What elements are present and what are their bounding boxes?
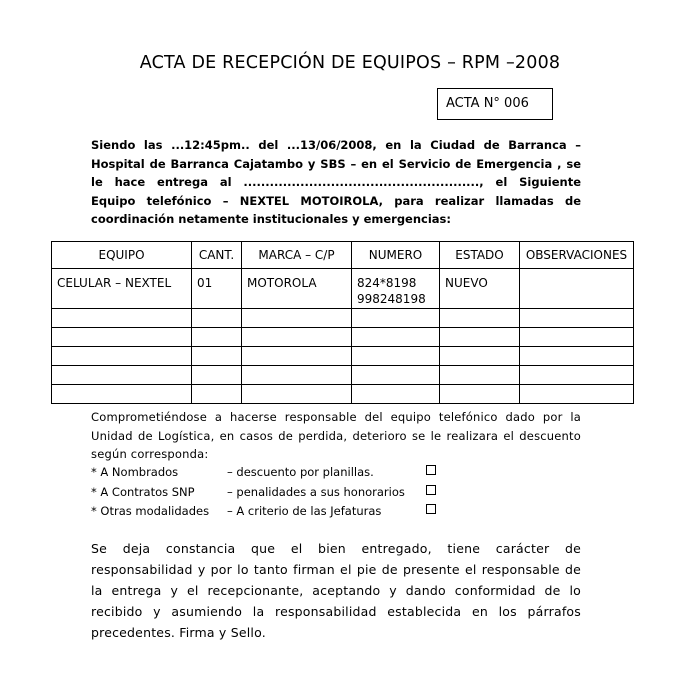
table-row-empty [52,328,634,347]
checkbox-contratos-snp[interactable] [426,485,436,495]
option-description: – A criterio de las Jefaturas [227,504,382,518]
commitment-paragraph: Comprometiéndose a hacerse responsable del equipo telefónico dado por la Unidad de Logística, en casos de perdida, deterioro se le realizara el descuento según corresponda: [91,410,581,461]
cell-equipo: CELULAR – NEXTEL [52,269,192,309]
document-title: ACTA DE RECEPCIÓN DE EQUIPOS – RPM –2008 [139,53,561,73]
header-cant: CANT. [192,242,242,269]
cell-marca: MOTOROLA [242,269,352,309]
option-description: – descuento por planillas. [227,465,374,479]
closing-paragraph: Se deja constancia que el bien entregado, tiene carácter de responsabilidad y por lo tanto firman el pie de presente el responsable de la entrega y el recepcionante, aceptando y dando conformidad de lo recibido y asumiendo la responsabilidad establecida en los párrafos precedentes. Firma y Sello. [91,541,581,640]
numero-line-1: 824*8198 [357,276,417,290]
cell-numero [352,269,440,309]
table-row-empty [52,347,634,366]
checkbox-nombrados[interactable] [426,465,436,475]
equipment-table [51,241,634,404]
cell-cant: 01 [192,269,242,309]
table-header-row [52,242,634,269]
option-label: * A Contratos SNP [91,485,195,499]
cell-estado: NUEVO [440,269,520,309]
table-row-empty [52,309,634,328]
header-equipo: EQUIPO [52,242,192,269]
table-row-empty [52,385,634,404]
option-label: * A Nombrados [91,465,179,479]
table-row [52,269,634,309]
table-row-empty [52,366,634,385]
header-marca: MARCA – C/P [242,242,352,269]
numero-line-2: 998248198 [357,292,426,306]
header-estado: ESTADO [440,242,520,269]
header-numero: NUMERO [352,242,440,269]
acta-number-box: ACTA N° 006 [437,88,553,120]
header-observaciones: OBSERVACIONES [520,242,634,269]
cell-observaciones [520,269,634,309]
intro-paragraph: Siendo las ...12:45pm.. del ...13/06/2008, en la Ciudad de Barranca – Hospital de Barranca Cajatambo y SBS – en el Servicio de Emergencia , se le hace entrega al ......................................................, el Siguiente Equipo telefónico – NEXTEL MOTOIROLA, para realizar llamadas de coordinación netamente institucionales y emergencias: [91,138,581,226]
option-description: – penalidades a sus honorarios [227,485,405,499]
option-label: * Otras modalidades [91,504,210,518]
checkbox-otras-modalidades[interactable] [426,504,436,514]
